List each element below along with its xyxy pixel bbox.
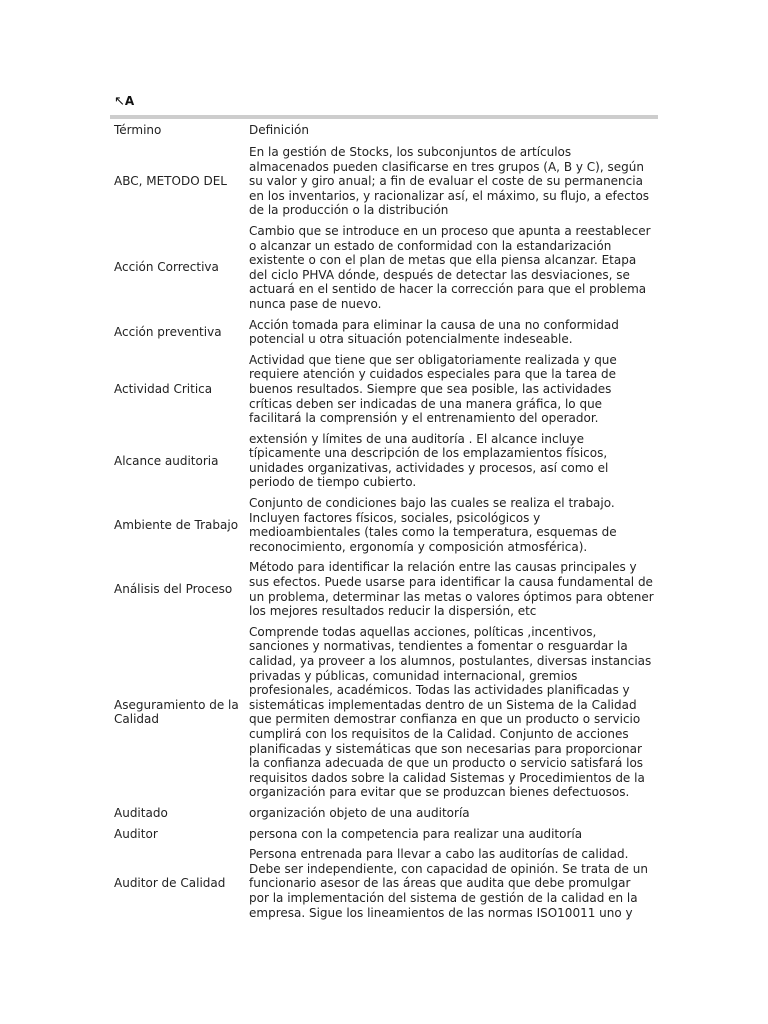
table-header-row <box>110 122 658 139</box>
definition-cell: En la gestión de Stocks, los subconjuntos de artículos almacenados pueden clasificarse en tres grupos (A, B y C), según su valor y giro anual; a fin de evaluar el coste de su permanencia en los inventarios, y racionalizar así, el máximo, su flujo, a efectos de la producción o la distribución <box>249 145 650 218</box>
term-cell: Auditor de Calidad <box>114 876 226 891</box>
term-cell: Alcance auditoria <box>114 453 219 468</box>
term-cell: Auditado <box>114 805 168 820</box>
glossary-table <box>110 122 658 926</box>
definition-cell: Conjunto de condiciones bajo las cuales se realiza el trabajo. Incluyen factores físicos, sociales, psicológicos y medioambientales (tales como la temperatura, esquemas de reconocimiento, ergonomía y composición atmosférica). <box>249 496 617 554</box>
table-row <box>110 318 658 347</box>
definition-cell: Persona entrenada para llevar a cabo las auditorías de calidad. Debe ser independiente, con capacidad de opinión. Se trata de un funcionario asesor de las áreas que audita que debe promulgar por la implementación del sistema de gestión de la calidad en la empresa. Sigue los lineamientos de las normas ISO10011 uno y <box>249 847 648 920</box>
definition-cell: Cambio que se introduce en un proceso que apunta a reestablecer o alcanzar un estado de conformidad con la estandarización existente o con el plan de metas que ella piensa alcanzar. Etapa del ciclo PHVA dónde, después de detectar las desviaciones, se actuará en el sentido de hacer la corrección para que el problema nunca pase de nuevo. <box>249 223 651 311</box>
definition-cell: Comprende todas aquellas acciones, políticas ,incentivos, sanciones y normativas, tendientes a fomentar o resguardar la calidad, ya proveer a los alumnos, postulantes, diversas instancias privadas y públicas, comunidad internacional, gremios profesionales, académicos. Todas las actividades planificadas y sistemáticas implementadas dentro de un Sistema de la Calidad que permiten demostrar confianza en que un producto o servicio cumplirá con los requisitos de la Calidad. Conjunto de acciones planificadas y sistemáticas que son necesarias para proporcionar la confianza adecuada de que un producto o servicio satisfará los requisitos dados sobre la calidad Sistemas y Procedimientos de la organización para evitar que se produzcan bienes defectuosos. <box>249 624 652 800</box>
term-cell: Auditor <box>114 826 158 841</box>
term-cell: Ambiente de Trabajo <box>114 517 239 532</box>
back-to-top-arrow-icon[interactable]: ↖ <box>114 94 125 109</box>
table-row <box>110 806 658 821</box>
table-row <box>110 847 658 920</box>
table-row <box>110 145 658 218</box>
term-column-header: Término <box>114 123 162 138</box>
definition-cell: Método para identificar la relación entre las causas principales y sus efectos. Puede usarse para identificar la causa fundamental de un problema, determinar las metas o valores óptimos para obtener los mejores resultados reducir la dispersión, etc <box>249 560 654 619</box>
definition-cell: organización objeto de una auditoría <box>249 805 470 820</box>
term-cell: Acción preventiva <box>114 324 222 339</box>
section-letter: A <box>124 94 135 108</box>
table-row <box>110 353 658 426</box>
table-row <box>110 496 658 554</box>
table-row <box>110 224 658 312</box>
term-cell: ABC, METODO DEL <box>114 174 227 189</box>
definition-cell: Actividad que tiene que ser obligatoriamente realizada y que requiere atención y cuidados especiales para que la tarea de buenos resultados. Siempre que sea posible, las actividades críticas deben ser indicadas de una manera gráfica, lo que facilitará la comprensión y el entrenamiento del operador. <box>249 352 617 426</box>
term-cell: Actividad Critica <box>114 381 213 396</box>
definition-cell: persona con la competencia para realizar una auditoría <box>249 826 583 841</box>
table-row <box>110 625 658 800</box>
definition-cell: Acción tomada para eliminar la causa de una no conformidad potencial u otra situación potencialmente indeseable. <box>249 317 619 347</box>
term-cell: Aseguramiento de la Calidad <box>114 697 239 727</box>
section-heading <box>114 93 134 110</box>
definition-cell: extensión y límites de una auditoría . El alcance incluye típicamente una descripción de los emplazamientos físicos, unidades organizativas, actividades y procesos, así como el periodo de tiempo cubierto. <box>249 431 609 490</box>
term-cell: Acción Correctiva <box>114 260 219 275</box>
section-divider <box>110 115 658 119</box>
term-cell: Análisis del Proceso <box>114 582 233 597</box>
table-row <box>110 560 658 618</box>
table-row <box>110 432 658 490</box>
definition-column-header: Definición <box>249 123 309 138</box>
table-row <box>110 827 658 842</box>
